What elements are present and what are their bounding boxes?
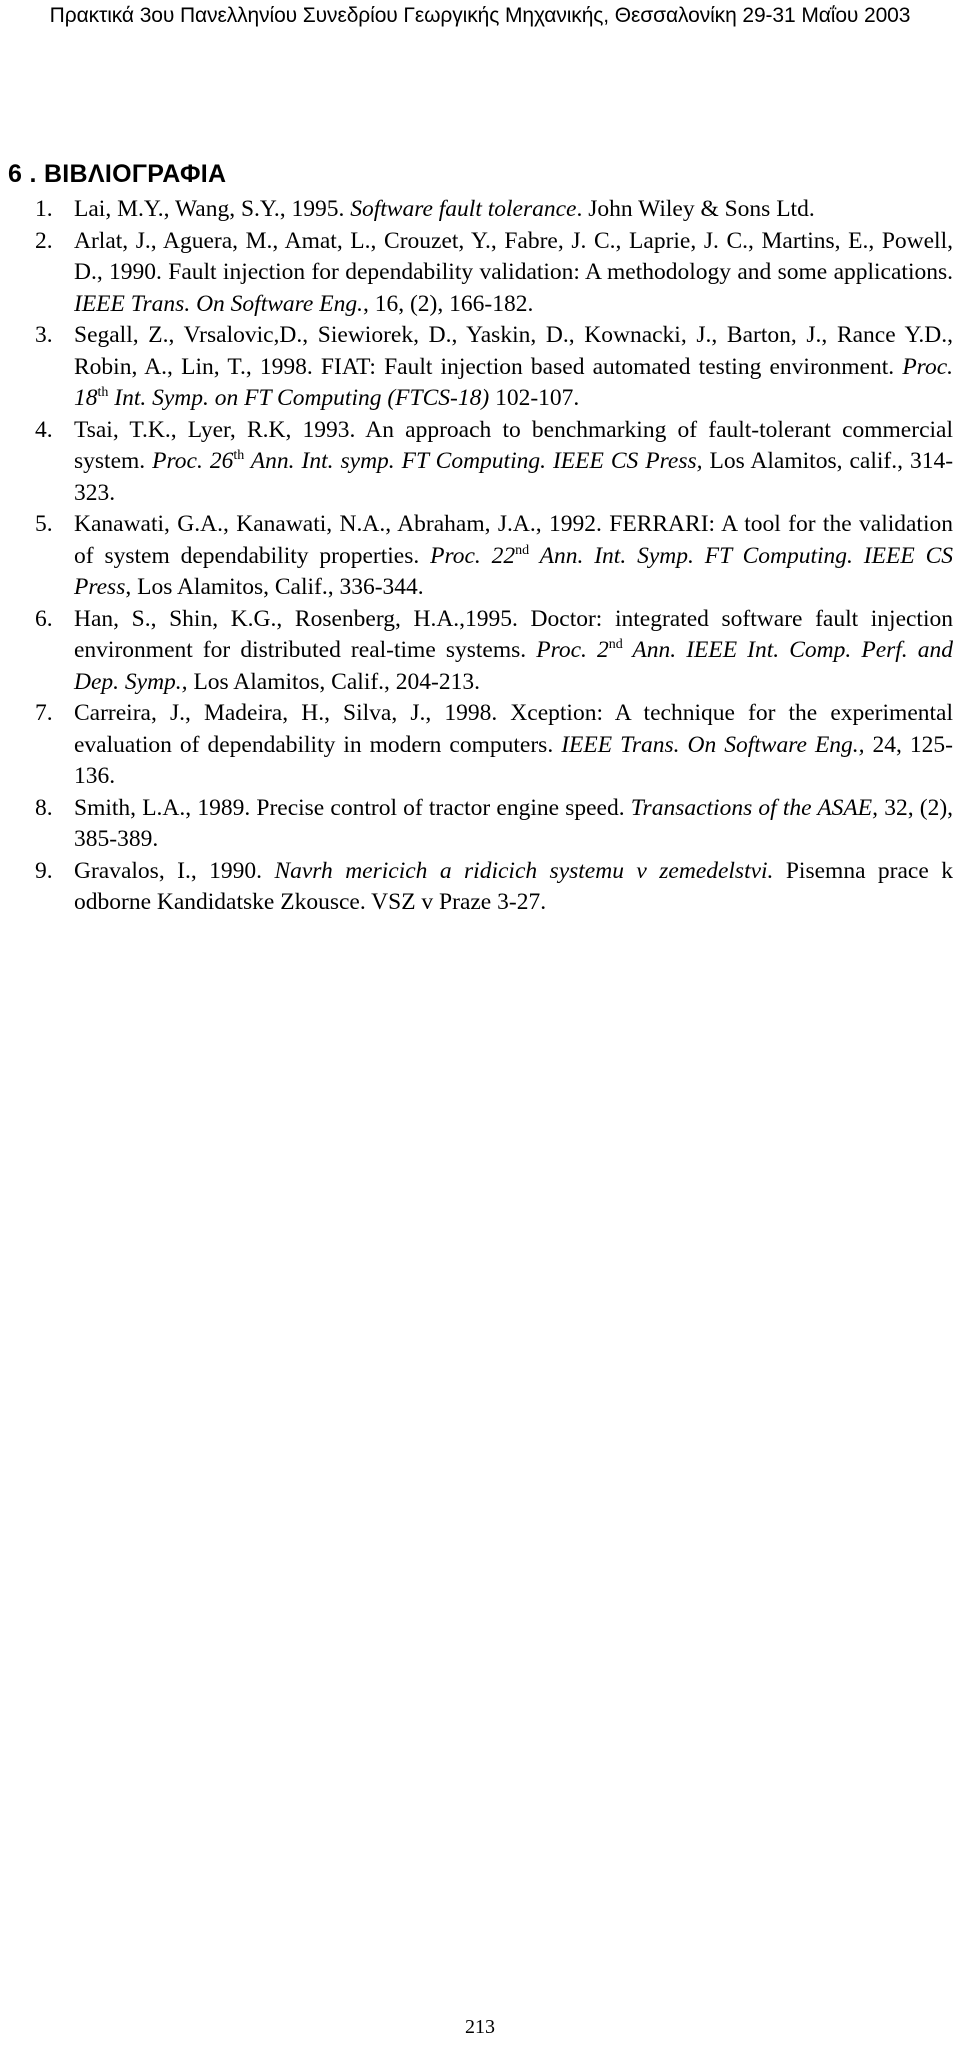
reference-authors: Gravalos, I., 1990.	[74, 857, 275, 884]
reference-proceedings: Proc. 18	[74, 353, 953, 411]
reference-authors-title: Arlat, J., Aguera, M., Amat, L., Crouzet, Y., Fabre, J. C., Laprie, J. C., Martins, E., Powell, D., 1990. Fault injection for dependability validation: A methodology and some applications.	[74, 227, 953, 285]
reference-item-1	[35, 194, 953, 226]
reference-pages: Los Alamitos, calif., 314-323.	[74, 448, 954, 506]
reference-number: 4.	[35, 416, 53, 443]
section-heading: 6 . ΒΙΒΛΙΟΓΡΑΦΙΑ	[8, 160, 227, 188]
reference-details: Pisemna prace k odborne Kandidatske Zkousce. VSZ v Praze 3-27.	[74, 857, 953, 915]
reference-title: Navrh mericich a ridicich systemu v zemedelstvi.	[274, 857, 774, 884]
reference-number: 6.	[35, 605, 53, 632]
reference-authors-title: Smith, L.A., 1989. Precise control of tractor engine speed.	[74, 794, 631, 821]
reference-number: 9.	[35, 857, 53, 884]
reference-text	[74, 226, 953, 321]
reference-authors-title: Han, S., Shin, K.G., Rosenberg, H.A.,1995. Doctor: integrated software fault injection environment for distributed real-time systems.	[74, 605, 953, 663]
reference-journal: IEEE Trans. On Software Eng.,	[561, 731, 865, 758]
reference-authors-title: Tsai, T.K., Lyer, R.K, 1993. An approach to benchmarking of fault-tolerant commercial system.	[74, 416, 953, 474]
reference-authors-title: Carreira, J., Madeira, H., Silva, J., 1998. Xception: A technique for the experimental evaluation of dependability in modern computers.	[74, 700, 953, 758]
reference-text	[74, 604, 953, 699]
reference-item-2	[35, 226, 953, 321]
reference-text	[74, 415, 953, 510]
reference-ordinal-suffix: nd	[515, 542, 530, 558]
reference-authors-title: Kanawati, G.A., Kanawati, N.A., Abraham, J.A., 1992. FERRARI: A tool for the validation of system dependability properties.	[74, 511, 953, 569]
reference-pages: 102-107.	[489, 385, 580, 411]
reference-pages: Los Alamitos, Calif., 204-213.	[187, 668, 480, 695]
reference-journal: IEEE Trans. On Software Eng.	[74, 290, 363, 317]
reference-number: 3.	[35, 322, 53, 348]
reference-text	[74, 509, 953, 604]
reference-proceedings: Proc. 22	[430, 542, 516, 569]
reference-item-6	[35, 604, 953, 699]
reference-text	[74, 320, 953, 415]
reference-proceedings-cont: Ann. IEEE Int. Comp. Perf. and Dep. Symp.,	[74, 637, 953, 695]
reference-proceedings-cont: Int. Symp. on FT Computing (FTCS-18)	[108, 385, 490, 411]
reference-journal: Transactions of the ASAE,	[630, 794, 879, 821]
reference-list	[35, 194, 953, 919]
reference-title: Software fault tolerance	[350, 196, 577, 222]
reference-item-9	[35, 856, 953, 919]
reference-proceedings-cont: Ann. Int. Symp. FT Computing. IEEE CS Press	[74, 542, 953, 600]
page-number: 213	[465, 2016, 495, 2038]
reference-pages: 24, 125-136.	[74, 731, 953, 789]
reference-proceedings-cont: Ann. Int. symp. FT Computing. IEEE CS Press,	[244, 448, 703, 474]
reference-proceedings: Proc. 2	[536, 637, 609, 663]
reference-pages: , Los Alamitos, Calif., 336-344.	[125, 574, 424, 600]
reference-item-5	[35, 509, 953, 604]
reference-number: 2.	[35, 227, 53, 254]
reference-publisher: . John Wiley & Sons Ltd.	[576, 196, 815, 222]
reference-proceedings: Proc. 26	[152, 448, 234, 474]
reference-text	[74, 793, 953, 856]
running-header: Πρακτικά 3ου Πανελληνίου Συνεδρίου Γεωργικής Μηχανικής, Θεσσαλονίκη 29-31 Μαΐου 2003	[49, 4, 911, 27]
reference-authors: Lai, M.Y., Wang, S.Y., 1995.	[74, 196, 351, 222]
reference-number: 1.	[35, 196, 53, 222]
reference-number: 5.	[35, 511, 53, 537]
reference-pages: , 16, (2), 166-182.	[362, 290, 534, 317]
reference-number: 7.	[35, 700, 53, 726]
reference-number: 8.	[35, 794, 53, 821]
reference-text	[74, 698, 953, 793]
reference-item-4	[35, 415, 953, 510]
reference-item-7	[35, 698, 953, 793]
reference-authors-title: Segall, Z., Vrsalovic,D., Siewiorek, D., Yaskin, D., Kownacki, J., Barton, J., Rance Y.D., Robin, A., Lin, T., 1998. FIAT: Fault injection based automated testing environment.	[74, 322, 953, 380]
reference-text	[74, 194, 953, 226]
reference-text	[74, 856, 953, 919]
reference-ordinal-suffix: th	[97, 385, 109, 400]
reference-item-3	[35, 320, 953, 415]
reference-ordinal-suffix: nd	[608, 637, 623, 652]
reference-item-8	[35, 793, 953, 856]
reference-ordinal-suffix: th	[233, 448, 245, 463]
reference-pages: 32, (2), 385-389.	[74, 794, 954, 852]
